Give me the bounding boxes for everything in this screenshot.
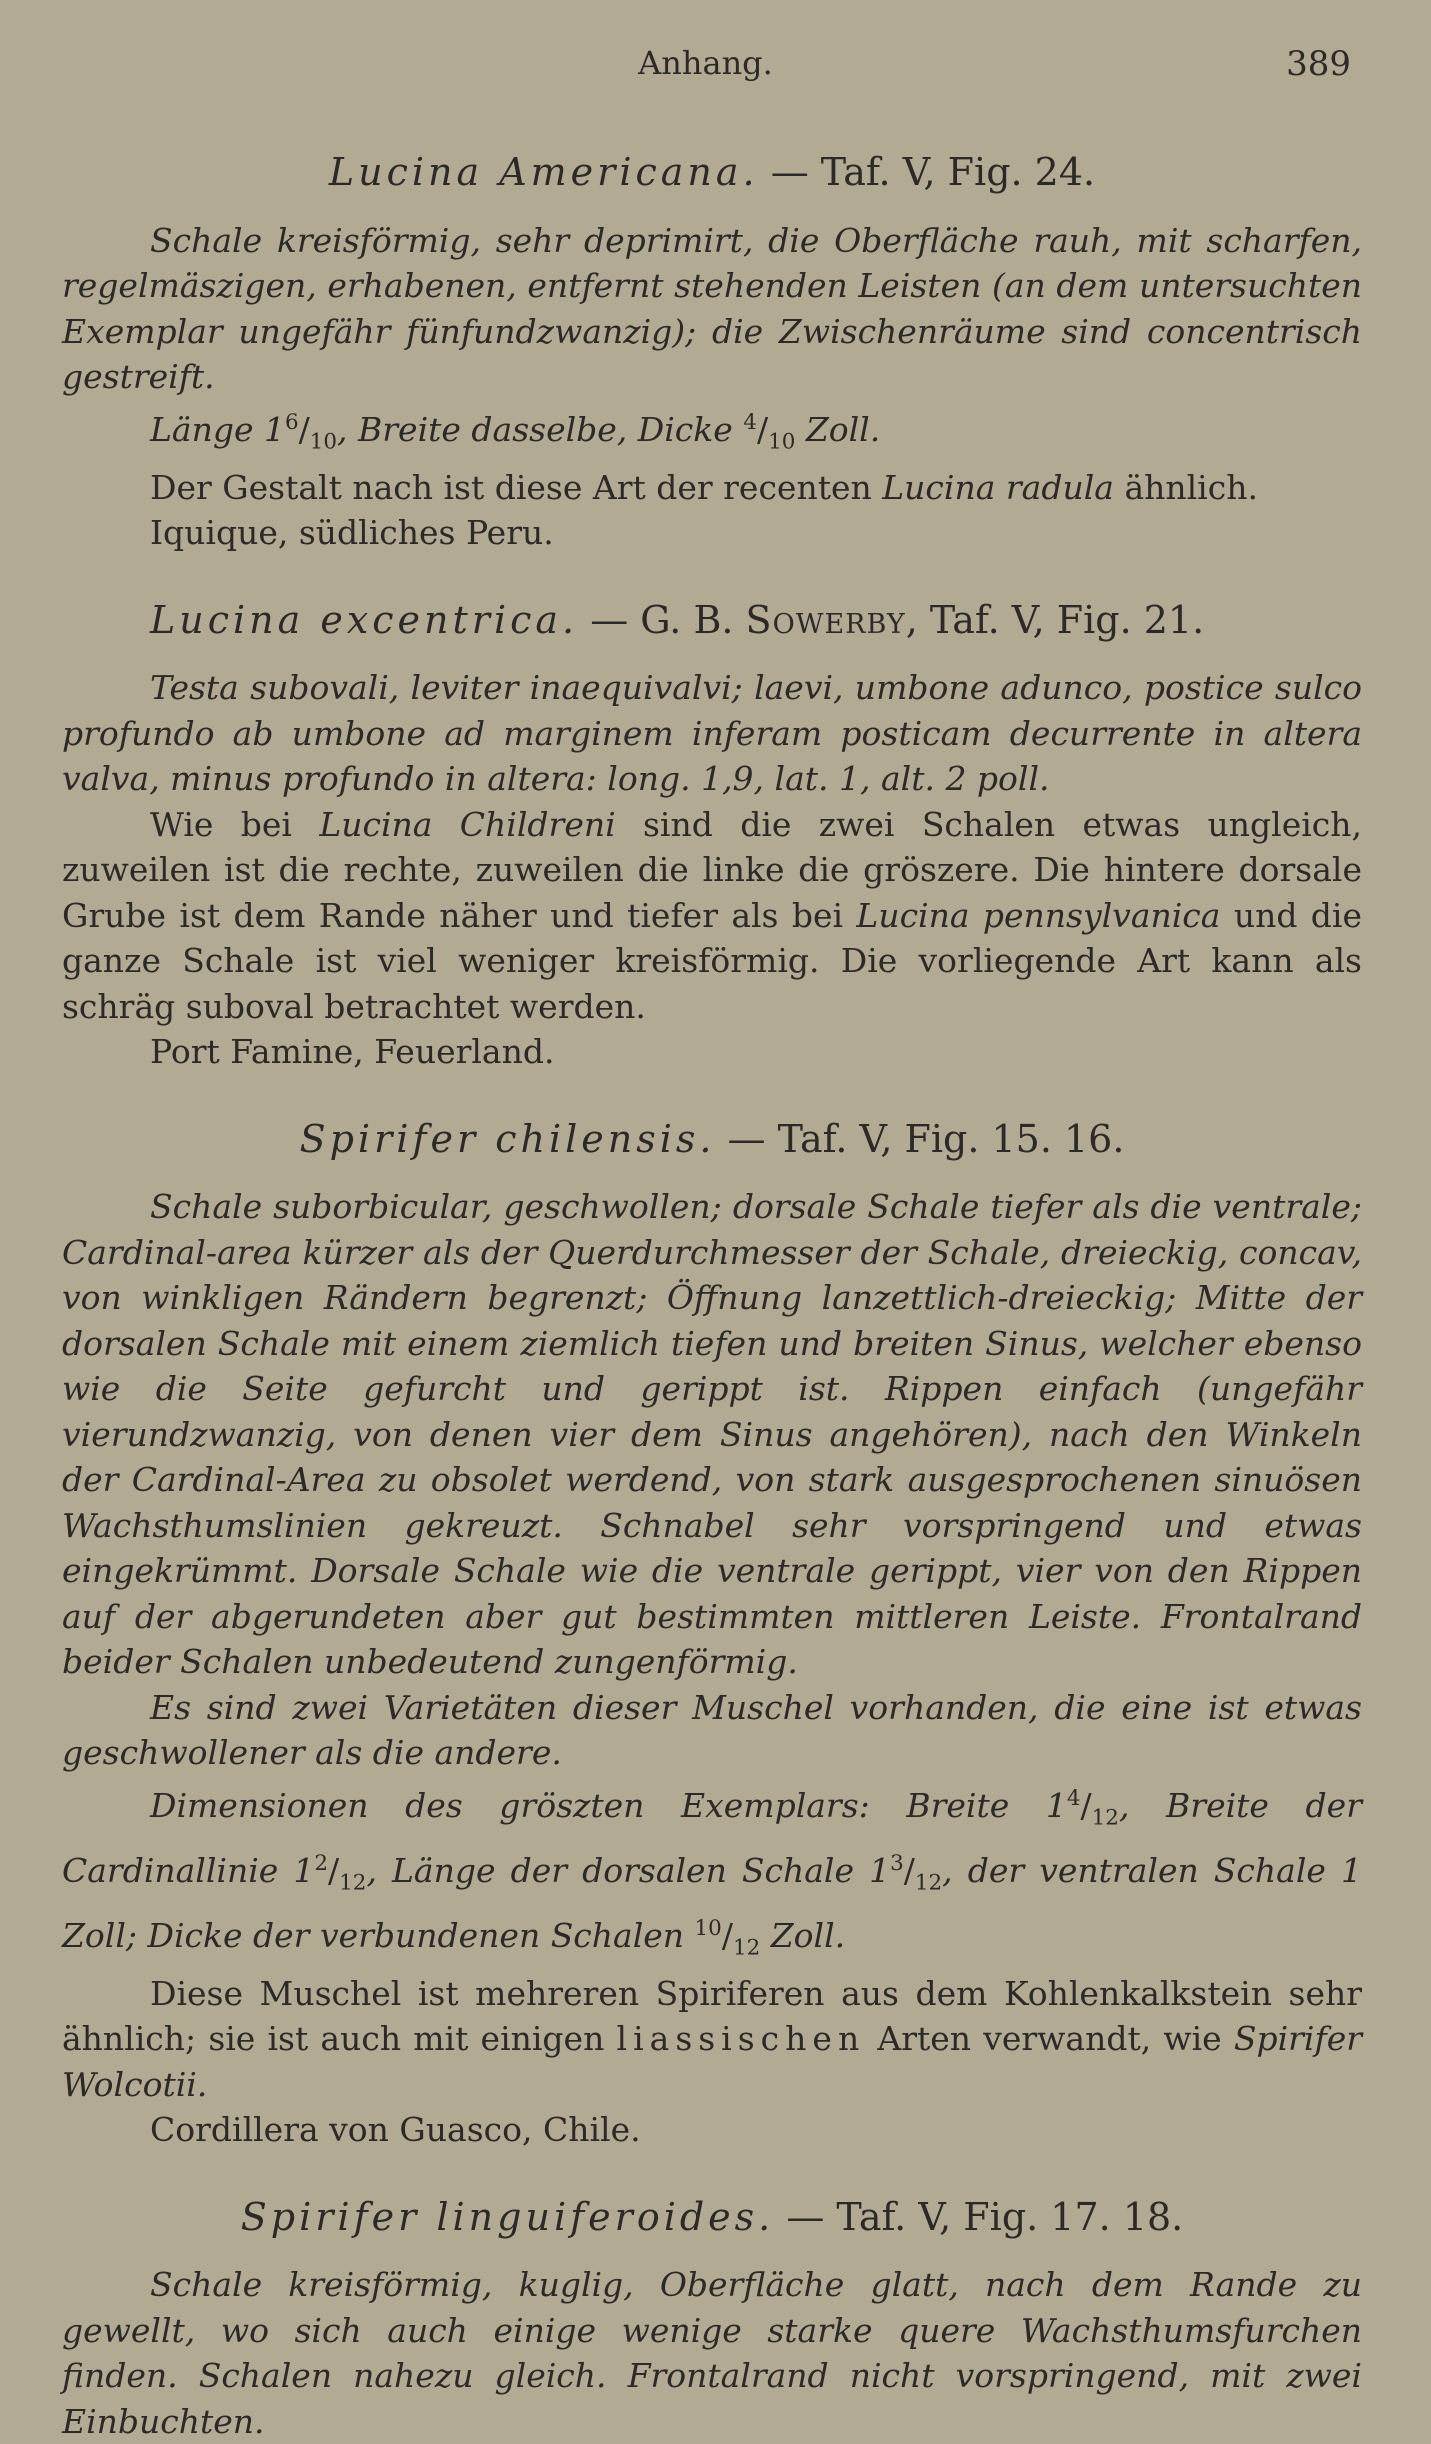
- fraction: $^4/_{10}$: [743, 409, 796, 455]
- species-locality: Iquique, südliches Peru.: [150, 513, 554, 553]
- note-text: Wie bei: [150, 804, 320, 844]
- species-description: Schale kreisförmig, sehr deprimirt, die Oberfläche rauh, mit scharfen, regelmäszigen, erhabenen, entfernt stehenden Leisten (an dem untersuchten Exemplar ungefähr fünfundzwanzig); die Zwischenräume sind concentrisch gestreift.: [62, 220, 1362, 396]
- taxon-name: Lucina pennsylvanica: [856, 895, 1221, 935]
- page-header: [60, 44, 1351, 88]
- note-text: Arten verwandt, wie: [865, 2019, 1234, 2059]
- taxon-name: Lucina Childreni: [319, 804, 616, 844]
- species-name: Spirifer linguiferoides.: [240, 2194, 775, 2239]
- species-note: [62, 465, 1362, 511]
- note-text: und die ganze Schale ist viel weniger kreisförmig. Die vorliegende Art kann als schräg suboval betrachtet werden.: [62, 895, 1363, 1026]
- dims-text: Länge 1: [150, 409, 285, 449]
- species-name: Spirifer chilensis.: [299, 1116, 716, 1161]
- page-body: [62, 150, 1362, 2444]
- species-heading-lucina-americana: [62, 150, 1362, 196]
- note-text: Diese Muschel ist mehreren Spiriferen aus dem Kohlenkalkstein sehr ähnlich; sie ist auch mit einigen: [62, 1973, 1362, 2059]
- species-note: [62, 802, 1362, 1030]
- species-heading-spirifer-chilensis: [62, 1117, 1362, 1163]
- plate-reference: , Taf. V, Fig. 21.: [905, 597, 1205, 642]
- taxon-name: Lucina radula: [882, 467, 1114, 507]
- dims-text: Dimensionen des gröszten Exemplars: Breite 1: [150, 1785, 1067, 1825]
- fraction: $^2/_{12}$: [314, 1850, 367, 1896]
- species-name: Lucina excentrica.: [150, 597, 579, 642]
- species-locality: Port Famine, Feuerland.: [150, 1032, 555, 1072]
- plate-reference: — G. B.: [578, 597, 746, 642]
- author-name: Sowerby: [745, 597, 906, 642]
- species-heading-lucina-excentrica: [62, 598, 1362, 644]
- species-name: Lucina Americana.: [328, 150, 759, 194]
- species-varieties: Es sind zwei Varietäten dieser Muschel vorhanden, die eine ist etwas geschwollener als die andere.: [62, 1687, 1362, 1773]
- fraction: $^4/_{12}$: [1066, 1785, 1119, 1831]
- dims-text: , Breite der Cardinallinie 1: [62, 1785, 1362, 1890]
- fraction: $^3/_{12}$: [890, 1850, 943, 1896]
- dims-text: Zoll.: [760, 1915, 846, 1955]
- species-description: Testa subovali, leviter inaequivalvi; laevi, umbone adunco, postice sulco profundo ab umbone ad marginem inferam posticam decurrente in altera valva, minus profundo in altera: long. 1,9, lat. 1, alt. 2 poll.: [62, 668, 1362, 799]
- dims-text: Zoll.: [795, 409, 881, 449]
- species-heading-spirifer-linguiferoides: [62, 2195, 1362, 2241]
- species-dimensions: [62, 400, 1362, 465]
- note-text: sind die zwei Schalen etwas ungleich, zuweilen ist die rechte, zuweilen die linke die gröszere. Die hintere dorsale Grube ist dem Rande näher und tiefer als bei: [62, 804, 1363, 935]
- fraction: $^6/_{10}$: [284, 409, 338, 455]
- fraction: $^{10}/_{12}$: [694, 1915, 761, 1961]
- species-dimensions: [62, 1776, 1362, 1971]
- plate-reference: — Taf. V, Fig. 15. 16.: [715, 1116, 1125, 1161]
- species-description: Schale kreisförmig, kuglig, Oberfläche glatt, nach dem Rande zu gewellt, wo sich auch einige wenige starke quere Wachsthumsfurchen finden. Schalen nahezu gleich. Frontalrand nicht vorspringend, mit zwei Einbuchten.: [62, 2265, 1362, 2441]
- dims-text: , der ventralen Schale 1 Zoll; Dicke der verbundenen Schalen: [62, 1850, 1362, 1955]
- dims-text: , Länge der dorsalen Schale 1: [366, 1850, 891, 1890]
- dims-text: , Breite dasselbe, Dicke: [337, 409, 744, 449]
- emphasized-word: liassischen: [616, 2019, 866, 2059]
- note-text: ähnlich.: [1113, 467, 1258, 507]
- species-locality: Cordillera von Guasco, Chile.: [150, 2110, 641, 2150]
- species-note: [62, 1971, 1362, 2108]
- plate-reference: — Taf. V, Fig. 24.: [758, 150, 1096, 194]
- taxon-name: Spirifer Wolcotii.: [62, 2019, 1363, 2104]
- running-title: Anhang.: [638, 44, 773, 82]
- species-description: Schale suborbicular, geschwollen; dorsale Schale tiefer als die ventrale; Cardinal-area kürzer als der Querdurchmesser der Schale, dreieckig, concav, von winkligen Rändern begrenzt; Öffnung lanzettlich-dreieckig; Mitte der dorsalen Schale mit einem ziemlich tiefen und breiten Sinus, welcher ebenso wie die Seite gefurcht und gerippt ist. Rippen einfach (ungefähr vierundzwanzig, von denen vier dem Sinus angehören), nach den Winkeln der Cardinal-Area zu obsolet werdend, von stark ausgesprochenen sinuösen Wachsthumslinien gekreuzt. Schnabel sehr vorspringend und etwas eingekrümmt. Dorsale Schale wie die ventrale gerippt, vier von den Rippen auf der abgerundeten aber gut bestimmten mittleren Leiste. Frontalrand beider Schalen unbedeutend zungenförmig.: [62, 1187, 1362, 1682]
- page-number: 389: [1286, 44, 1351, 84]
- plate-reference: — Taf. V, Fig. 17. 18.: [774, 2194, 1184, 2239]
- note-text: Der Gestalt nach ist diese Art der recenten: [150, 467, 883, 507]
